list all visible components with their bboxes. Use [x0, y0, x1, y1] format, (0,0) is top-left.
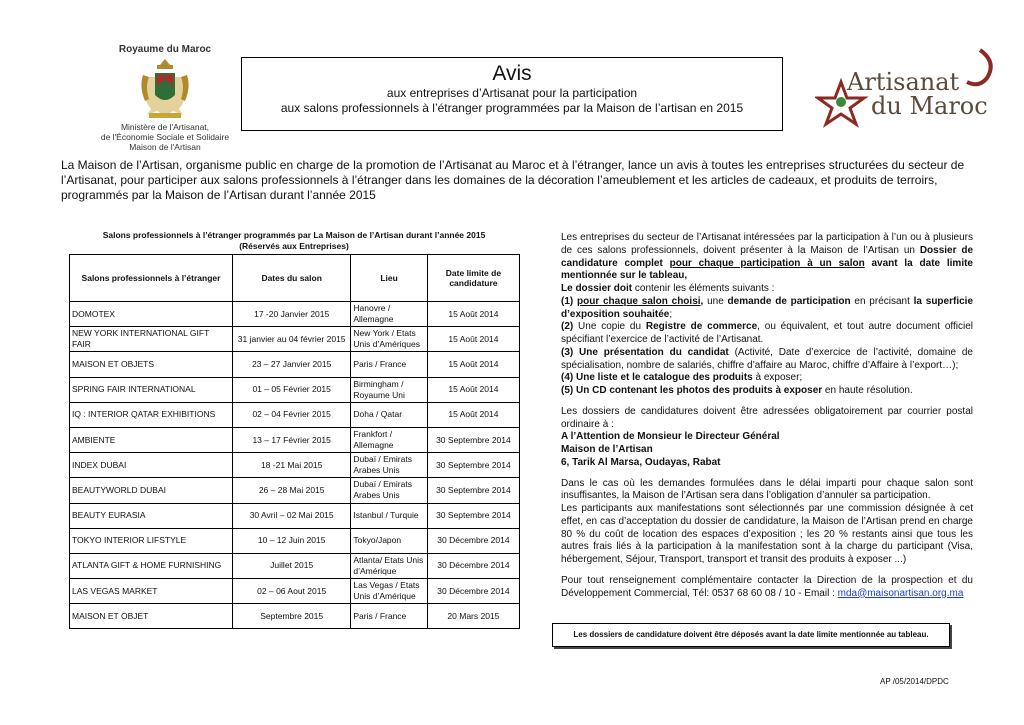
salon-deadline-cell: 15 Août 2014 [427, 302, 519, 327]
salon-deadline-cell: 30 Décembre 2014 [427, 579, 519, 604]
kingdom-label: Royaume du Maroc [118, 44, 212, 55]
intro-paragraph: La Maison de l’Artisan, organisme public en charge de la promotion de l’Artisanat au Maroc et à l’étranger, lance un avis à toutes les entreprises structurées du secteur de l’Artisanat, pour participer aux salons professionnels à l’étranger dans les domaines de la décoration l’ameublement et les articles de cadeaux, et produits de terroirs, programmés par la Maison de l’Artisan durant l’année 2015 [61, 158, 965, 202]
salon-name-cell: TOKYO INTERIOR LIFSTYLE [70, 528, 233, 553]
table-caption [70, 230, 518, 252]
text-run: Une copie du [573, 321, 646, 333]
text-run: Les entreprises du secteur de l’Artisanat intéressées par la participation à l’un ou à plusieurs de ces salons professionnels, doivent présenter à la Maison de l’Artisan un [561, 232, 973, 256]
text-run: Pour tout renseignement complémentaire contacter la Direction de la prospection et du Développement Commercial, Tél: 0537 68 60 08 / 10 - Email : [561, 574, 973, 599]
coat-of-arms-icon [137, 57, 193, 121]
address-line: Maison de l’Artisan [561, 444, 653, 455]
table-row [70, 528, 520, 553]
ministry-name [100, 122, 230, 152]
salon-dates-cell: 02 – 06 Aout 2015 [232, 579, 350, 604]
table-row [70, 402, 520, 427]
subtitle-line: aux entreprises d’Artisanat pour la participation [386, 86, 638, 100]
text-run: Les participants aux manifestations sont sélectionnés par une commission désignée à cet effet, en cas d’acceptation du dossier de candidature, la Maison de l’Artisan prend en charge 80 % du coût de location des espaces d’exposition ; les 20 % restants ainsi que tous les autres frais liés à la participation à la manifestation sont à la charge du participant (Visa, hébergement, Séjour, Transport, transport et transit des produits à exposer ...) [561, 503, 973, 565]
table-row [70, 352, 520, 377]
text-run: demande de participation [727, 295, 851, 307]
salon-name-cell: SPRING FAIR INTERNATIONAL [70, 377, 233, 402]
caption-line: Salons professionnels à l’étranger programmés par La Maison de l’Artisan durant l’année 2015 [102, 230, 486, 240]
table-row [70, 427, 520, 452]
table-row [70, 453, 520, 478]
salon-name-cell: MAISON ET OBJETS [70, 352, 233, 377]
instructions-paragraph [561, 232, 973, 398]
email-link[interactable]: mda@maisonartisan.org.ma [837, 587, 964, 599]
table-row [70, 503, 520, 528]
table-row [70, 478, 520, 503]
contact-paragraph [561, 575, 973, 601]
text-run: Le dossier doit [561, 283, 633, 294]
salon-name-cell: NEW YORK INTERNATIONAL GIFT FAIR [70, 327, 233, 352]
list-number: (1) [561, 295, 577, 307]
text-run: ; [669, 308, 673, 320]
text-run: en haute résolution. [822, 385, 913, 396]
artisanat-logo [815, 42, 995, 132]
document-reference: AP /05/2014/DPDC [880, 677, 949, 686]
salon-deadline-cell: 30 Septembre 2014 [427, 503, 519, 528]
salon-deadline-cell: 30 Décembre 2014 [427, 553, 519, 578]
salon-dates-cell: 18 -21 Mai 2015 [232, 453, 350, 478]
salon-location-cell: Birmingham / Royaume Uni [351, 377, 427, 402]
ministry-line: Ministère de l'Artisanat, [120, 122, 210, 132]
salon-dates-cell: 13 – 17 Février 2015 [232, 427, 350, 452]
salon-deadline-cell: 30 Décembre 2014 [427, 528, 519, 553]
caption-line: (Réservés aux Entreprises) [239, 241, 349, 251]
text-run: Dossier de candidature complet [561, 244, 974, 269]
salon-dates-cell: 30 Avril – 02 Mai 2015 [232, 503, 350, 528]
salon-deadline-cell: 15 Août 2014 [427, 402, 519, 427]
salons-table [69, 254, 520, 629]
salon-deadline-cell: 30 Septembre 2014 [427, 427, 519, 452]
text-run: en précisant [850, 295, 914, 307]
salon-dates-cell: Septembre 2015 [232, 604, 350, 629]
salon-location-cell: Doha / Qatar [351, 402, 427, 427]
application-instructions [561, 232, 973, 608]
salon-location-cell: Tokyo/Japon [351, 528, 427, 553]
logo-line: Artisanat [847, 68, 960, 96]
salon-location-cell: Dubaï / Emirats Arabes Unis [351, 453, 427, 478]
text-run: pour chaque participation à un salon [669, 257, 865, 269]
salon-dates-cell: 23 – 27 Janvier 2015 [232, 352, 350, 377]
salon-name-cell: ATLANTA GIFT & HOME FURNISHING [70, 553, 233, 578]
salon-deadline-cell: 30 Septembre 2014 [427, 453, 519, 478]
deadline-notice: Les dossiers de candidature doivent être déposés avant la date limite mentionnée au tableau. [552, 623, 950, 647]
column-header: Dates du salon [232, 255, 350, 302]
salon-dates-cell: 26 – 28 Mai 2015 [232, 478, 350, 503]
address-paragraph [561, 406, 973, 470]
text-run: la superficie d’exposition souhaitée [561, 295, 974, 320]
salon-location-cell: Hanovre / Allemagne [351, 302, 427, 327]
subtitle-line: aux salons professionnels à l’étranger programmées par la Maison de l’artisan en 2015 [280, 101, 744, 115]
dot-icon [836, 97, 846, 107]
salon-location-cell: Atlanta/ Etats Unis d’Amérique [351, 553, 427, 578]
list-item-title: (5) Un CD contenant les photos des produits à exposer [561, 385, 823, 396]
salon-dates-cell: Juillet 2015 [232, 553, 350, 578]
table-row [70, 377, 520, 402]
text-run: à exposer; [752, 372, 803, 384]
salon-dates-cell: 31 janvier au 04 février 2015 [232, 327, 350, 352]
salon-deadline-cell: 15 Août 2014 [427, 377, 519, 402]
table-row [70, 302, 520, 327]
conditions-paragraph [561, 478, 973, 567]
salon-location-cell: Frankfort / Allemagne [351, 427, 427, 452]
salon-name-cell: DOMOTEX [70, 302, 233, 327]
salon-location-cell: Paris / France [351, 604, 427, 629]
logo-line: du Maroc [871, 92, 988, 120]
address-line: 6, Tarik Al Marsa, Oudayas, Rabat [561, 456, 721, 468]
text-run: contenir les éléments suivants : [632, 283, 775, 294]
page-title: Avis [492, 62, 532, 85]
text-run: une [703, 295, 728, 307]
salon-name-cell: BEAUTYWORLD DUBAI [70, 478, 233, 503]
salon-name-cell: MAISON ET OBJET [70, 604, 233, 629]
salon-name-cell: LAS VEGAS MARKET [70, 579, 233, 604]
salon-name-cell: IQ : INTERIOR QATAR EXHIBITIONS [70, 402, 233, 427]
salon-name-cell: BEAUTY EURASIA [70, 503, 233, 528]
list-number: (2) [561, 321, 574, 333]
table-row [70, 604, 520, 629]
table-row [70, 579, 520, 604]
salon-dates-cell: 17 -20 Janvier 2015 [232, 302, 350, 327]
text-run: Dans le cas où les demandes formulées dans le délai imparti pour chaque salon sont insuffisantes, la Maison de l’Artisan sera dans l’obligation d’annuler sa participation. [561, 477, 973, 502]
column-header: Lieu [351, 255, 427, 302]
table-row [70, 553, 520, 578]
column-header: Date limite de candidature [427, 255, 519, 302]
salon-location-cell: Dubaï / Emirats Arabes Unis [351, 478, 427, 503]
salon-dates-cell: 01 – 05 Février 2015 [232, 377, 350, 402]
text-run: (Activité, Date d’exercice de l’activité, domaine de spécialisation, nombre de salariés, chiffre d’affaire au Maroc, chiffre d’Affaire à l’export…); [561, 346, 973, 371]
title-box [241, 57, 783, 131]
salon-deadline-cell: 20 Mars 2015 [427, 604, 519, 629]
salon-location-cell: Las Vegas / Etats Unis d’Amérique [351, 579, 427, 604]
text-run: Registre de commerce [645, 321, 758, 333]
ministry-line: de l'Économie Sociale et Solidaire [100, 132, 230, 142]
list-item-title: (3) Une présentation du candidat [561, 346, 729, 358]
address-line: A l’Attention de Monsieur le Directeur Général [561, 431, 780, 443]
salon-deadline-cell: 15 Août 2014 [427, 352, 519, 377]
salon-dates-cell: 10 – 12 Juin 2015 [232, 528, 350, 553]
ministry-line: Maison de l'Artisan [129, 142, 201, 152]
salon-deadline-cell: 30 Septembre 2014 [427, 478, 519, 503]
table-body [70, 302, 520, 629]
salon-location-cell: Paris / France [351, 352, 427, 377]
salon-deadline-cell: 15 Août 2014 [427, 327, 519, 352]
table-header-row [70, 255, 520, 302]
column-header: Salons professionnels à l’étranger [70, 255, 233, 302]
salon-location-cell: New York / Etats Unis d’Amériques [351, 327, 427, 352]
text-run: , ou équivalent, et tout autre document officiel spécifiant l’exercice de l’activité de l’Artisanat. [561, 321, 973, 345]
table-row [70, 327, 520, 352]
salon-dates-cell: 02 – 04 Février 2015 [232, 402, 350, 427]
text-run: Les dossiers de candidatures doivent être adressées obligatoirement par courrier postal ordinaire à : [561, 405, 973, 430]
salon-name-cell: INDEX DUBAI [70, 453, 233, 478]
salon-name-cell: AMBIENTE [70, 427, 233, 452]
ministry-header [100, 44, 230, 152]
list-item-title: (4) Une liste et le catalogue des produits [561, 372, 753, 384]
salon-location-cell: Istanbul / Turquie [351, 503, 427, 528]
text-run: pour chaque salon choisi, [577, 295, 704, 307]
text-run: avant la date limite mentionnée sur le tableau, [561, 257, 973, 282]
